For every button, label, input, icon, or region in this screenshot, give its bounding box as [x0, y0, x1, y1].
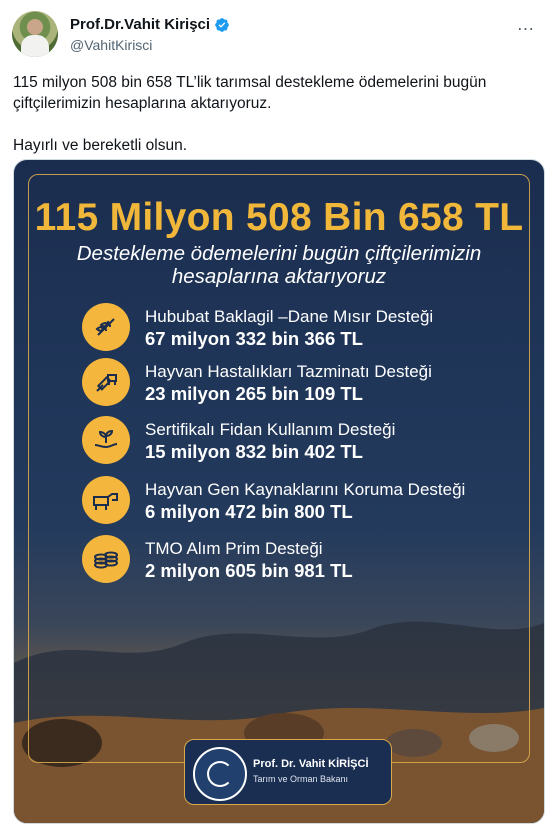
tweet-text	[13, 72, 539, 156]
support-amount: 23 milyon 265 bin 109 TL	[145, 383, 363, 404]
support-item-tmo	[82, 535, 502, 585]
tweet-image[interactable]	[13, 159, 545, 824]
support-amount: 6 milyon 472 bin 800 TL	[145, 501, 353, 522]
cattle-icon	[82, 476, 130, 524]
support-label: Hayvan Gen Kaynaklarını Koruma Desteği	[145, 480, 466, 499]
coins-icon	[82, 535, 130, 583]
support-amount: 15 milyon 832 bin 402 TL	[145, 441, 363, 462]
support-label: Hayvan Hastalıkları Tazminatı Desteği	[145, 362, 432, 381]
image-subtitle	[14, 242, 544, 288]
support-amount: 2 milyon 605 bin 981 TL	[145, 560, 353, 581]
support-label: Hububat Baklagil –Dane Mısır Desteği	[145, 307, 434, 326]
wheat-icon	[82, 303, 130, 351]
support-item-disease	[82, 358, 502, 408]
author-name-row	[70, 16, 230, 33]
author-name[interactable]: Prof.Dr.Vahit Kirişci	[70, 16, 211, 33]
author-avatar[interactable]	[12, 11, 58, 57]
avatar-body	[21, 35, 49, 57]
ministry-seal-icon	[193, 747, 247, 801]
vaccine-cow-icon	[82, 358, 130, 406]
minister-badge	[184, 739, 392, 805]
more-options-icon[interactable]: …	[516, 13, 536, 34]
image-subtitle-line-2: hesaplarına aktarıyoruz	[171, 265, 387, 288]
avatar-head	[27, 19, 43, 35]
support-label: TMO Alım Prim Desteği	[145, 539, 323, 558]
tweet-line-1: 115 milyon 508 bin 658 TL’lik tarımsal destekleme ödemelerini bugün çiftçilerimizin hesaplarına aktarıyoruz.	[13, 74, 487, 112]
seedling-hand-icon	[82, 416, 130, 464]
support-item-grain	[82, 303, 502, 353]
image-subtitle-line-1: Destekleme ödemelerini bugün çiftçilerimizin	[76, 242, 482, 265]
minister-title: Tarım ve Orman Bakanı	[253, 774, 349, 784]
support-label: Sertifikalı Fidan Kullanım Desteği	[145, 420, 396, 439]
verified-badge-icon	[214, 17, 230, 33]
author-handle[interactable]: @VahitKirisci	[70, 37, 153, 53]
support-item-sapling	[82, 416, 502, 466]
support-item-genetic	[82, 476, 502, 526]
support-amount: 67 milyon 332 bin 366 TL	[145, 328, 363, 349]
minister-name: Prof. Dr. Vahit KİRİŞCİ	[253, 758, 369, 770]
tweet-line-2: Hayırlı ve bereketli olsun.	[13, 137, 188, 154]
image-headline: 115 Milyon 508 Bin 658 TL	[34, 196, 524, 239]
